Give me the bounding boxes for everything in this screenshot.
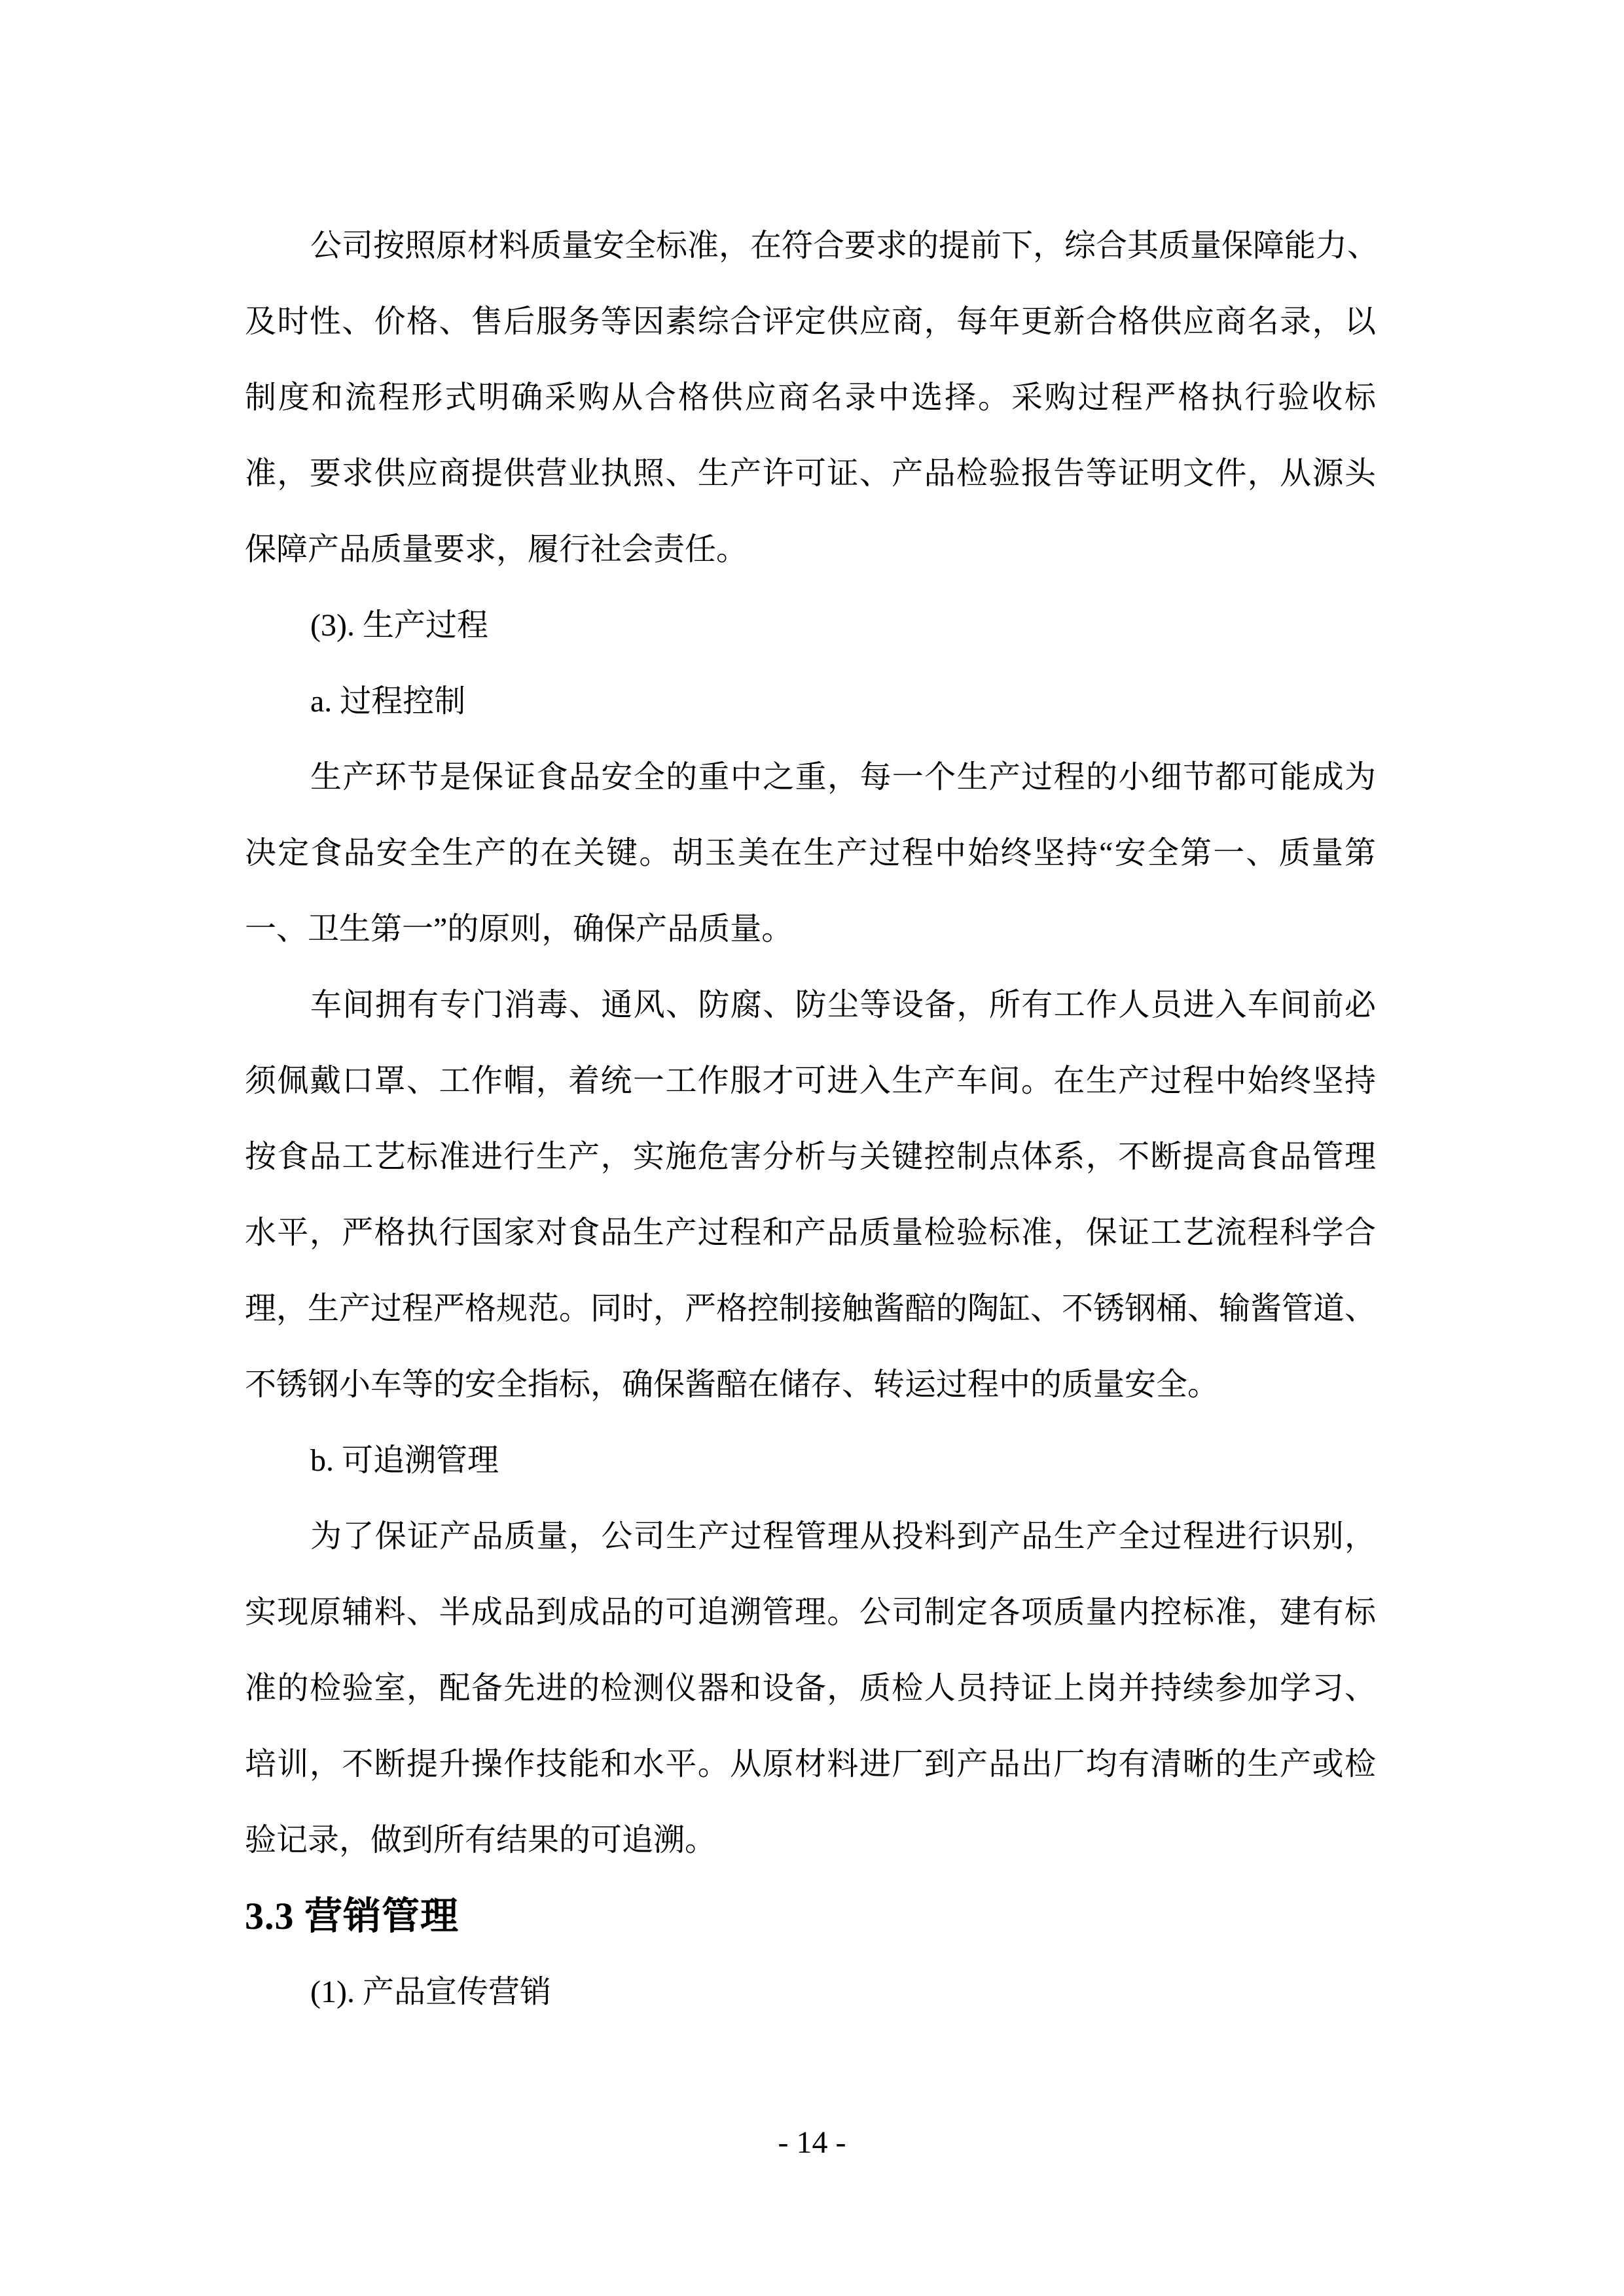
list-item-traceability: b. 可追溯管理 xyxy=(310,1443,499,1478)
paragraph-line: 不锈钢小车等的安全指标，确保酱醅在储存、转运过程中的质量安全。 xyxy=(245,1367,1219,1402)
list-item-production-process: (3). 生产过程 xyxy=(310,608,488,643)
paragraph-line: 车间拥有专门消毒、通风、防腐、防尘等设备，所有工作人员进入车间前必 xyxy=(310,988,1376,1022)
paragraph-line: 按食品工艺标准进行生产，实施危害分析与关键控制点体系，不断提高食品管理 xyxy=(245,1139,1376,1174)
paragraph-line: 一、卫生第一”的原则，确保产品质量。 xyxy=(245,912,793,946)
list-item-product-promotion: (1). 产品宣传营销 xyxy=(310,1975,551,2009)
page-number: - 14 - xyxy=(778,2125,846,2160)
paragraph-line: 为了保证产品质量，公司生产过程管理从投料到产品生产全过程进行识别， xyxy=(310,1519,1376,1554)
paragraph-line: 须佩戴口罩、工作帽，着统一工作服才可进入生产车间。在生产过程中始终坚持 xyxy=(245,1064,1376,1098)
list-item-process-control: a. 过程控制 xyxy=(310,684,466,719)
paragraph-line: 验记录，做到所有结果的可追溯。 xyxy=(245,1823,717,1857)
paragraph-line: 准的检验室，配备先进的检测仪器和设备，质检人员持证上岗并持续参加学习、 xyxy=(245,1671,1376,1706)
page-body xyxy=(245,208,1379,2030)
paragraph-line: 保障产品质量要求，履行社会责任。 xyxy=(245,532,748,567)
section-heading: 3.3 营销管理 xyxy=(245,1895,460,1937)
paragraph-line: 理，生产过程严格规范。同时，严格控制接触酱醅的陶缸、不锈钢桶、输酱管道、 xyxy=(245,1291,1377,1326)
paragraph-line: 制度和流程形式明确采购从合格供应商名录中选择。采购过程严格执行验收标 xyxy=(245,380,1376,415)
paragraph-line: 实现原辅料、半成品到成品的可追溯管理。公司制定各项质量内控标准，建有标 xyxy=(245,1595,1376,1630)
paragraph-line: 准，要求供应商提供营业执照、生产许可证、产品检验报告等证明文件，从源头 xyxy=(245,456,1376,491)
paragraph-line: 及时性、价格、售后服务等因素综合评定供应商，每年更新合格供应商名录，以 xyxy=(245,304,1376,339)
paragraph-line: 生产环节是保证食品安全的重中之重，每一个生产过程的小细节都可能成为 xyxy=(310,760,1376,795)
paragraph-line: 公司按照原材料质量安全标准，在符合要求的提前下，综合其质量保障能力、 xyxy=(310,228,1379,263)
paragraph-line: 决定食品安全生产的在关键。胡玉美在生产过程中始终坚持“安全第一、质量第 xyxy=(245,836,1376,870)
paragraph-line: 培训，不断提升操作技能和水平。从原材料进厂到产品出厂均有清晰的生产或检 xyxy=(245,1747,1376,1782)
paragraph-line: 水平，严格执行国家对食品生产过程和产品质量检验标准，保证工艺流程科学合 xyxy=(245,1215,1376,1250)
